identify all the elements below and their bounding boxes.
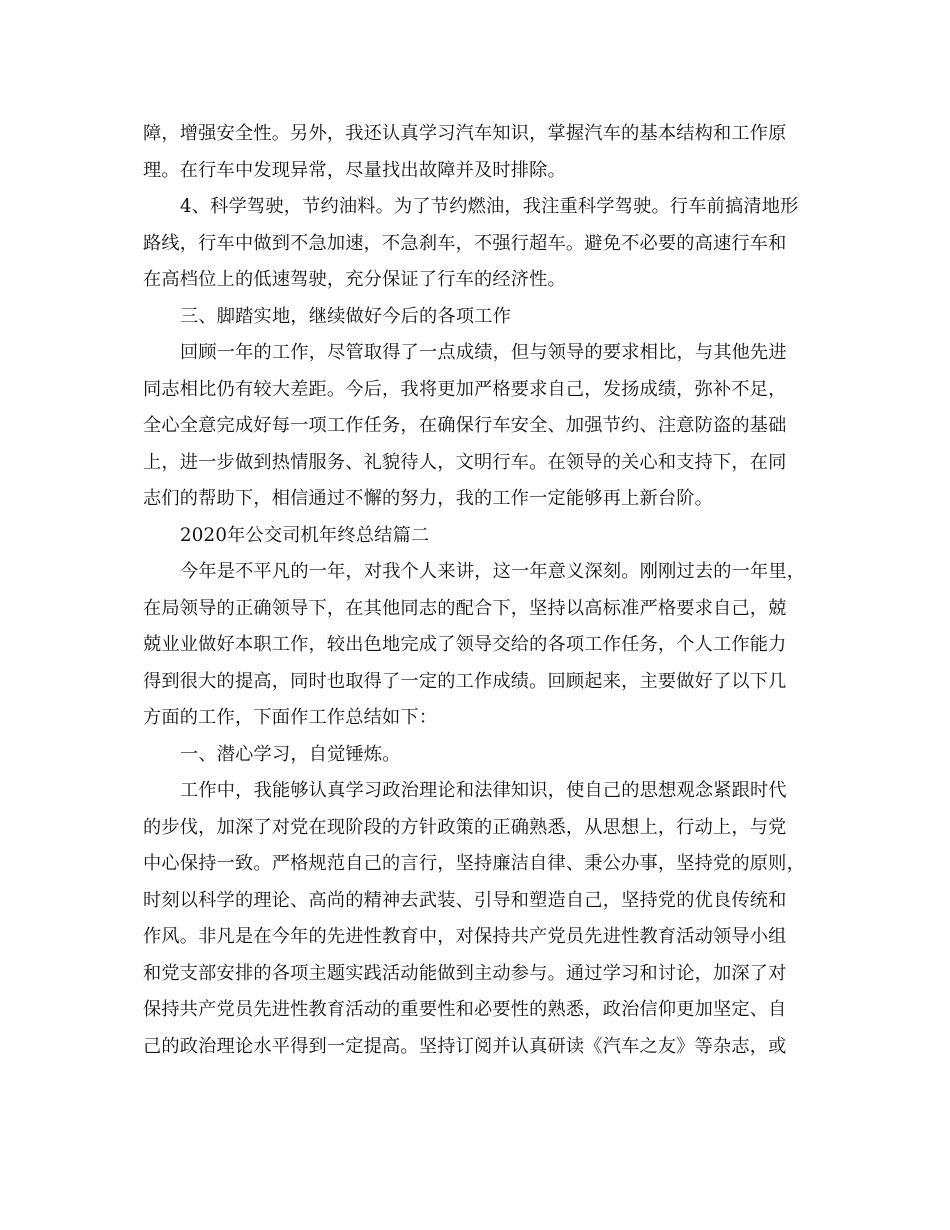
text-line: 全心全意完成好每一项工作任务，在确保行车安全、加强节约、注意防盗的基础 [143,415,787,436]
text-line: 2020年公交司机年终总结篇二 [180,524,430,546]
text-line: 时刻以科学的理论、高尚的精神去武装、引导和塑造自己，坚持党的优良传统和 [143,889,787,911]
text-line: 兢业业做好本职工作，较出色地完成了领导交给的各项工作任务，个人工作能力 [143,634,787,655]
text-line: 上，进一步做到热情服务、礼貌待人，文明行车。在领导的关心和支持下，在同 [143,451,787,473]
text-line: 的步伐，加深了对党在现阶段的方针政策的正确熟悉，从思想上，行动上，与党 [143,816,787,838]
text-line: 得到很大的提高，同时也取得了一定的工作成绩。回顾起来，主要做好了以下几 [143,670,787,692]
text-line: 中心保持一致。严格规范自己的言行，坚持廉洁自律、秉公办事，坚持党的原则， [143,853,805,874]
text-line: 和党支部安排的各项主题实践活动能做到主动参与。通过学习和讨论，加深了对 [143,962,787,984]
text-line: 同志相比仍有较大差距。今后，我将更加严格要求自己，发扬成绩，弥补不足， [143,378,787,400]
text-line: 在局领导的正确领导下，在其他同志的配合下，坚持以高标准严格要求自己，兢 [143,597,787,619]
text-line: 己的政治理论水平得到一定提高。坚持订阅并认真研读《汽车之友》等杂志，或 [143,1035,787,1057]
document-body [143,116,806,1065]
text-line: 4、科学驾驶，节约油料。为了节约燃油，我注重科学驾驶。行车前搞清地形 [180,196,799,217]
text-line: 路线，行车中做到不急加速，不急刹车，不强行超车。避免不必要的高速行车和 [143,232,787,254]
text-line: 理。在行车中发现异常，尽量找出故障并及时排除。 [143,159,566,181]
text-line: 三、脚踏实地，继续做好今后的各项工作 [180,305,511,327]
text-line: 障，增强安全性。另外，我还认真学习汽车知识，掌握汽车的基本结构和工作原 [143,123,787,144]
text-line: 工作中，我能够认真学习政治理论和法律知识，使自己的思想观念紧跟时代 [180,780,787,801]
text-line: 方面的工作，下面作工作总结如下： [143,707,438,728]
text-line: 志们的帮助下，相信通过不懈的努力，我的工作一定能够再上新台阶。 [143,488,714,509]
text-line: 保持共产党员先进性教育活动的重要性和必要性的熟悉，政治信仰更加坚定、自 [143,999,787,1020]
text-line: 在高档位上的低速驾驶，充分保证了行车的经济性。 [143,269,566,290]
text-line: 一、潜心学习，自觉锤炼。 [180,743,401,765]
text-line: 作风。非凡是在今年的先进性教育中，对保持共产党员先进性教育活动领导小组 [143,926,787,947]
text-line: 今年是不平凡的一年，对我个人来讲，这一年意义深刻。刚刚过去的一年里， [180,561,806,582]
text-line: 回顾一年的工作，尽管取得了一点成绩，但与领导的要求相比，与其他先进 [180,342,787,363]
